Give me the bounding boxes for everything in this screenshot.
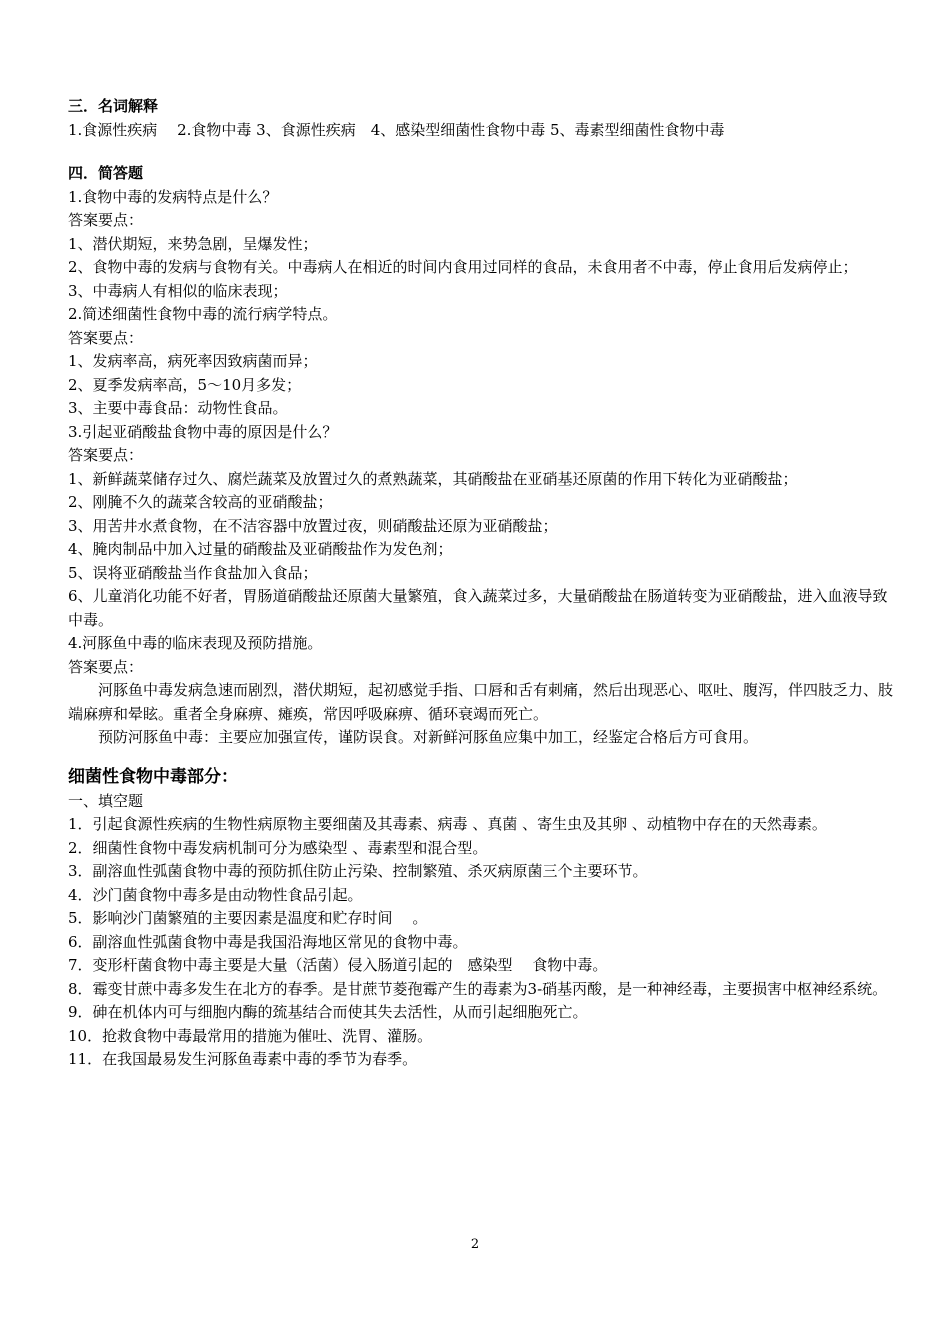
list-item: 9．砷在机体内可与细胞内酶的巯基结合而使其失去活性，从而引起细胞死亡。 (68, 1003, 588, 1021)
question-4: 4.河豚鱼中毒的临床表现及预防措施。 (68, 634, 323, 652)
list-item: 5．影响沙门菌繁殖的主要因素是温度和贮存时间 。 (68, 909, 428, 927)
list-item: 3．副溶血性弧菌食物中毒的预防抓住防止污染、控制繁殖、杀灭病原菌三个主要环节。 (68, 862, 648, 880)
answer-item: 1、新鲜蔬菜储存过久、腐烂蔬菜及放置过久的煮熟蔬菜，其硝酸盐在亚硝基还原菌的作用下转化为亚硝酸盐； (68, 469, 798, 488)
answer-paragraph: 河豚鱼中毒发病急速而剧烈，潜伏期短，起初感觉手指、口唇和舌有刺痛，然后出现恶心、呕吐、腹泻，伴四肢乏力、肢端麻痹和晕眩。重者全身麻痹、瘫痪，常因呼吸麻痹、循环衰竭而死亡。 (68, 681, 894, 723)
list-item: 2．细菌性食物中毒发病机制可分为感染型 、毒素型和混合型。 (68, 838, 488, 857)
section-heading-short-answer: 四．简答题 (68, 164, 144, 182)
answer-item: 3、中毒病人有相似的临床表现； (68, 281, 288, 300)
list-item: 11．在我国最易发生河豚鱼毒素中毒的季节为春季。 (68, 1050, 418, 1068)
answer-paragraph: 预防河豚鱼中毒：主要应加强宣传，谨防误食。对新鲜河豚鱼应集中加工，经鉴定合格后方可食用。 (98, 728, 759, 746)
list-item: 6．副溶血性弧菌食物中毒是我国沿海地区常见的食物中毒。 (68, 932, 468, 951)
list-item: 4．沙门菌食物中毒多是由动物性食品引起。 (68, 885, 363, 904)
answer-label: 答案要点： (68, 657, 144, 676)
answer-item: 5、误将亚硝酸盐当作食盐加入食品； (68, 563, 318, 582)
answer-item: 2、刚腌不久的蔬菜含较高的亚硝酸盐； (68, 493, 333, 511)
answer-label: 答案要点： (68, 328, 144, 347)
list-item: 1．引起食源性疾病的生物性病原物主要细菌及其毒素、病毒 、真菌 、寄生虫及其卵 、动植物中存在的天然毒素。 (68, 815, 827, 833)
section-heading-bacterial: 细菌性食物中毒部分： (68, 766, 238, 787)
document-page (68, 95, 898, 1072)
answer-item: 2、食物中毒的发病与食物有关。中毒病人在相近的时间内食用过同样的食品，未食用者不中毒，停止食用后发病停止； (68, 258, 858, 276)
question-3: 3.引起亚硝酸盐食物中毒的原因是什么？ (68, 422, 338, 441)
answer-item: 3、主要中毒食品：动物性食品。 (68, 399, 288, 417)
list-item: 7．变形杆菌食物中毒主要是大量（活菌）侵入肠道引起的 感染型 食物中毒。 (68, 956, 608, 974)
answer-item: 2、夏季发病率高，5～10月多发； (68, 375, 302, 394)
answer-item: 1、发病率高，病死率因致病菌而异； (68, 352, 318, 370)
answer-item: 3、用苦井水煮食物，在不洁容器中放置过夜，则硝酸盐还原为亚硝酸盐； (68, 516, 558, 535)
list-item: 10．抢救食物中毒最常用的措施为催吐、洗胃、灌肠。 (68, 1026, 433, 1045)
question-2: 2.简述细菌性食物中毒的流行病学特点。 (68, 305, 338, 323)
question-1: 1.食物中毒的发病特点是什么？ (68, 187, 278, 206)
terms-list: 1.食源性疾病 2.食物中毒 3、食源性疾病 4、感染型细菌性食物中毒 5、毒素型细菌性食物中毒 (68, 120, 725, 139)
answer-label: 答案要点： (68, 211, 144, 229)
page-number: 2 (470, 1237, 480, 1252)
subsection-heading-fill-in: 一、填空题 (68, 791, 144, 810)
answer-item: 6、儿童消化功能不好者，胃肠道硝酸盐还原菌大量繁殖，食入蔬菜过多，大量硝酸盐在肠道转变为亚硝酸盐，进入血液导致中毒。 (68, 587, 888, 629)
answer-item: 1、潜伏期短，来势急剧，呈爆发性； (68, 234, 318, 253)
section-heading-terms: 三．名词解释 (68, 97, 159, 115)
answer-item: 4、腌肉制品中加入过量的硝酸盐及亚硝酸盐作为发色剂； (68, 540, 453, 558)
list-item: 8．霉变甘蔗中毒多发生在北方的春季。是甘蔗节菱孢霉产生的毒素为3-硝基丙酸，是一种神经毒，主要损害中枢神经系统。 (68, 979, 888, 998)
spacer (68, 142, 898, 162)
answer-label: 答案要点： (68, 446, 144, 464)
